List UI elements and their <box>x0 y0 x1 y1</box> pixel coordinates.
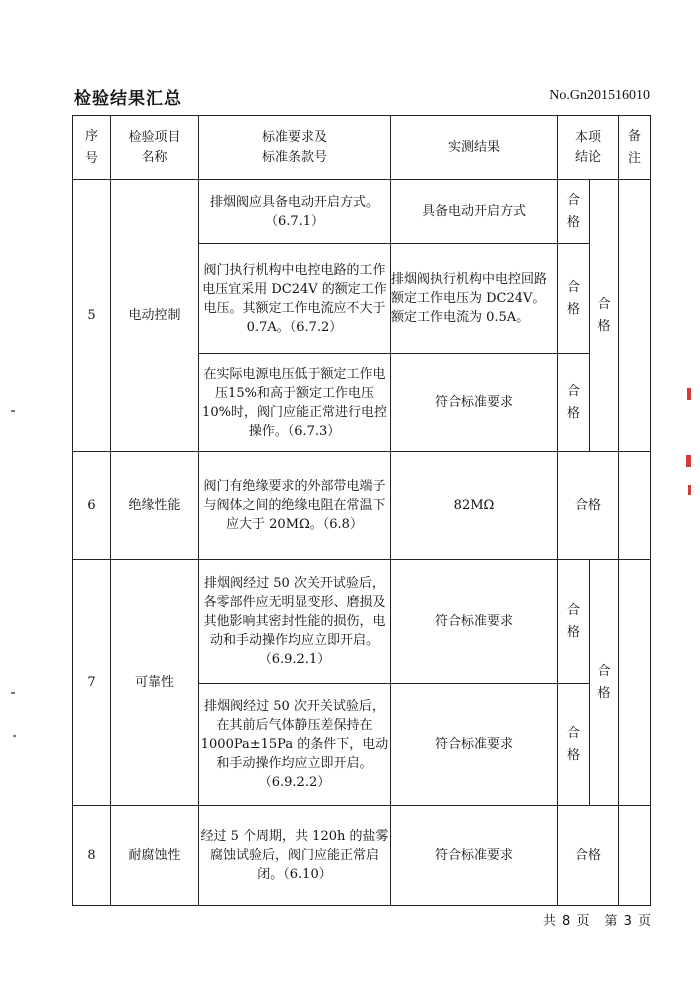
table-row <box>73 560 651 684</box>
group-conclusion-cell: 合格 <box>590 560 619 806</box>
scan-speck <box>11 692 15 694</box>
measured-cell: 82MΩ <box>391 452 558 560</box>
item-cell: 耐腐蚀性 <box>111 806 199 906</box>
sub-conclusion-cell: 合格 <box>558 560 590 684</box>
remark-cell <box>619 806 651 906</box>
scan-speck <box>13 735 16 737</box>
measured-cell: 符合标准要求 <box>391 806 558 906</box>
seal-edge-mark <box>687 388 691 400</box>
header-standard: 标准要求及标准条款号 <box>199 116 391 180</box>
table-header-row <box>73 116 651 180</box>
measured-cell: 符合标准要求 <box>391 560 558 684</box>
item-cell: 电动控制 <box>111 180 199 452</box>
seal-edge-mark <box>688 485 691 495</box>
report-number: No.Gn201516010 <box>549 88 650 103</box>
measured-cell: 具备电动开启方式 <box>391 180 558 244</box>
item-cell: 可靠性 <box>111 560 199 806</box>
header-remark: 备注 <box>619 116 651 180</box>
standard-cell: 在实际电源电压低于额定工作电压15%和高于额定工作电压 10%时，阀门应能正常进行电控操作。（6.7.3） <box>199 354 391 452</box>
seq-cell: 8 <box>73 806 111 906</box>
measured-cell: 符合标准要求 <box>391 354 558 452</box>
remark-cell <box>619 560 651 806</box>
standard-cell: 排烟阀应具备电动开启方式。（6.7.1） <box>199 180 391 244</box>
sub-conclusion-cell: 合格 <box>558 244 590 354</box>
seq-cell: 5 <box>73 180 111 452</box>
page-count: 共 8 页 第 3 页 <box>542 914 652 929</box>
standard-cell: 排烟阀经过 50 次关开试验后，各零部件应无明显变形、磨损及其他影响其密封性能的损伤，电动和手动操作均应立即开启。（6.9.2.1） <box>199 560 391 684</box>
standard-cell: 阀门执行机构中电控电路的工作电压宜采用 DC24V 的额定工作电压。其额定工作电流应不大于 0.7A。（6.7.2） <box>199 244 391 354</box>
standard-cell: 经过 5 个周期，共 120h 的盐雾腐蚀试验后，阀门应能正常启闭。（6.10） <box>199 806 391 906</box>
measured-cell: 符合标准要求 <box>391 684 558 806</box>
header-measured: 实测结果 <box>391 116 558 180</box>
seq-cell: 6 <box>73 452 111 560</box>
header-conclusion: 本项结论 <box>558 116 619 180</box>
sub-conclusion-cell: 合格 <box>558 354 590 452</box>
group-conclusion-cell: 合格 <box>590 180 619 452</box>
conclusion-cell: 合格 <box>558 452 619 560</box>
seal-edge-mark <box>686 455 691 467</box>
table-row <box>73 806 651 906</box>
sub-conclusion-cell: 合格 <box>558 684 590 806</box>
header-item: 检验项目名称 <box>111 116 199 180</box>
item-cell: 绝缘性能 <box>111 452 199 560</box>
remark-cell <box>619 452 651 560</box>
page-title: 检验结果汇总 <box>74 89 182 109</box>
scan-speck <box>11 410 15 412</box>
results-table <box>72 115 651 906</box>
conclusion-cell: 合格 <box>558 806 619 906</box>
standard-cell: 排烟阀经过 50 次开关试验后，在其前后气体静压差保持在 1000Pa±15Pa 的条件下，电动和手动操作均应立即开启。（6.9.2.2） <box>199 684 391 806</box>
remark-cell <box>619 180 651 452</box>
sub-conclusion-cell: 合格 <box>558 180 590 244</box>
table-row <box>73 452 651 560</box>
table-row <box>73 180 651 244</box>
header-seq: 序号 <box>73 116 111 180</box>
standard-cell: 阀门有绝缘要求的外部带电端子与阀体之间的绝缘电阻在常温下应大于 20MΩ。（6.8） <box>199 452 391 560</box>
measured-cell: 排烟阀执行机构中电控回路额定工作电压为 DC24V。额定工作电流为 0.5A。 <box>391 244 558 354</box>
seq-cell: 7 <box>73 560 111 806</box>
